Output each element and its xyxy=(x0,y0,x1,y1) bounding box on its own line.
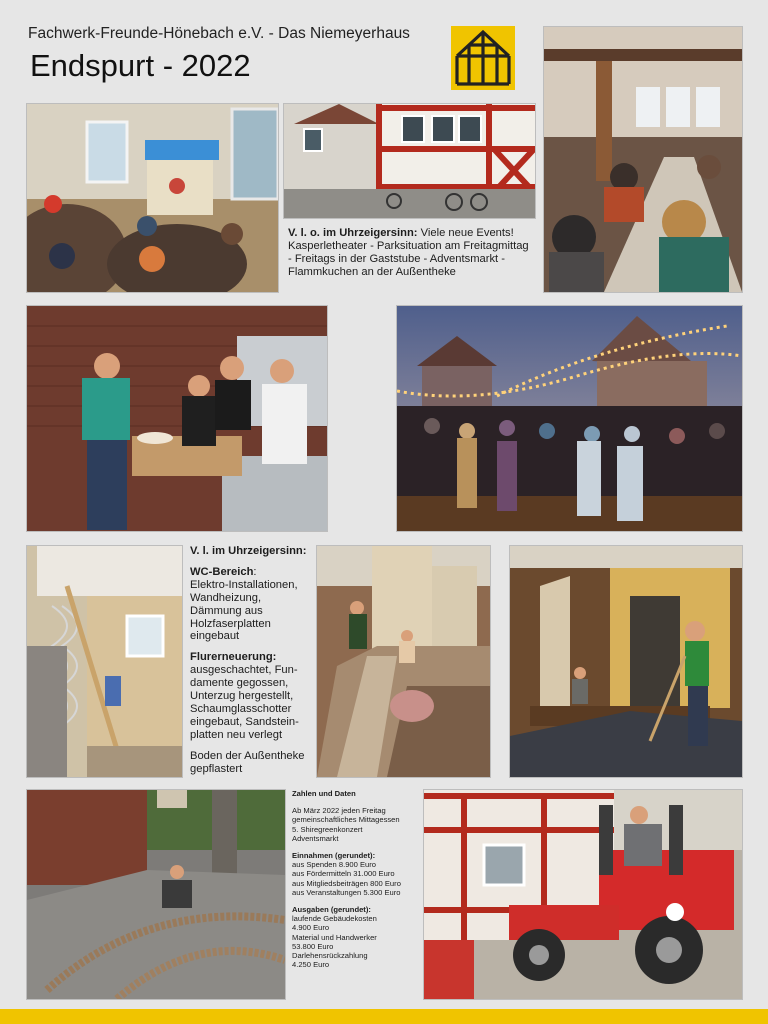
facts-intro-line: 5. Shiregreenkonzert xyxy=(292,824,363,834)
expenses-title: Ausgaben (gerundet): xyxy=(292,905,371,915)
flur-line: Unterzug hergestellt, xyxy=(190,690,294,703)
work-caption: V. l. im Uhrzeigersinn: WC-Bereich: Elektro-Installationen, Wandheizung, Dämmung aus Holzfaserplatten eingebaut Flurerneuerung: ausgeschachtet, Fun- damente gegossen, Unterzug hergestellt, Schaumglasschotter eingebaut, Sandstein- platten neu verlegt Boden der Außentheke gepflastert xyxy=(190,545,307,775)
income-title: Einnahmen (gerundet): xyxy=(292,851,376,861)
wc-line: Wandheizung, xyxy=(190,591,262,604)
facts-intro-line: gemeinschaftliches Mittagessen xyxy=(292,815,400,825)
wheel-loader-photo xyxy=(423,789,743,1000)
events-caption-line: - Freitags in der Gaststube - Adventsmarkt - xyxy=(288,252,505,265)
expense-line: 53.800 Euro xyxy=(292,941,334,951)
events-caption-line: Flammkuchen an der Außentheke xyxy=(288,265,456,278)
flammkuchen-counter-photo xyxy=(26,305,328,532)
timber-frame-house-logo-icon xyxy=(451,26,515,90)
facts-intro-line: Ab März 2022 jeden Freitag xyxy=(292,806,386,816)
events-caption-line: Kasperletheater - Parksituation am Freitagmittag xyxy=(288,239,529,252)
wc-line: eingebaut xyxy=(190,630,240,643)
facts-intro-line: Adventsmarkt xyxy=(292,833,339,843)
income-line: aus Mitgliedsbeiträgen 800 Euro xyxy=(292,878,401,888)
income-line: aus Veranstaltungen 5.300 Euro xyxy=(292,887,401,897)
expense-line: 4.250 Euro xyxy=(292,960,330,970)
wc-line: Dämmung aus xyxy=(190,604,263,617)
expense-line: Darlehensrückzahlung xyxy=(292,951,368,961)
outdoor-paving-photo xyxy=(26,789,286,1000)
advent-market-photo xyxy=(396,305,743,532)
hallway-gravel-photo xyxy=(509,545,743,778)
expense-line: laufende Gebäudekosten xyxy=(292,914,377,924)
boden-line: gepflastert xyxy=(190,762,243,775)
wc-line: Holzfaserplatten xyxy=(190,617,271,630)
facts-box xyxy=(292,789,417,969)
accent-bar xyxy=(0,1009,768,1024)
puppet-theater-photo xyxy=(26,103,279,293)
facts-title: Zahlen und Daten xyxy=(292,789,356,798)
hallway-excavation-photo xyxy=(316,545,491,778)
events-caption-line: Viele neue Events! xyxy=(420,227,514,239)
flur-line: ausgeschachtet, Fun- xyxy=(190,664,298,677)
income-line: aus Spenden 8.900 Euro xyxy=(292,860,377,870)
wc-area-photo xyxy=(26,545,183,778)
wc-section-title: WC-Bereich xyxy=(190,565,254,578)
events-caption-heading: V. l. o. im Uhrzeigersinn: xyxy=(288,227,418,239)
expense-line: Material und Handwerker xyxy=(292,932,377,942)
flur-line: Schaumglasschotter xyxy=(190,702,292,715)
friday-dining-photo xyxy=(543,26,743,293)
flur-section-title: Flurerneuerung: xyxy=(190,651,277,664)
expense-line: 4.900 Euro xyxy=(292,923,330,933)
parking-situation-photo xyxy=(283,103,536,219)
work-caption-heading: V. l. im Uhrzeigersinn: xyxy=(190,545,307,557)
page-title: Endspurt - 2022 xyxy=(30,48,251,83)
association-name: Fachwerk-Freunde-Hönebach e.V. - Das Niemeyerhaus xyxy=(28,25,410,42)
flur-line: platten neu verlegt xyxy=(190,728,283,741)
flur-line: damente gegossen, xyxy=(190,677,289,690)
events-caption xyxy=(288,227,534,279)
flur-line: eingebaut, Sandstein- xyxy=(190,715,299,728)
income-line: aus Fördermitteln 31.000 Euro xyxy=(292,869,395,879)
wc-line: Elektro-Installationen, xyxy=(190,578,298,591)
boden-line: Boden der Außentheke xyxy=(190,749,305,762)
